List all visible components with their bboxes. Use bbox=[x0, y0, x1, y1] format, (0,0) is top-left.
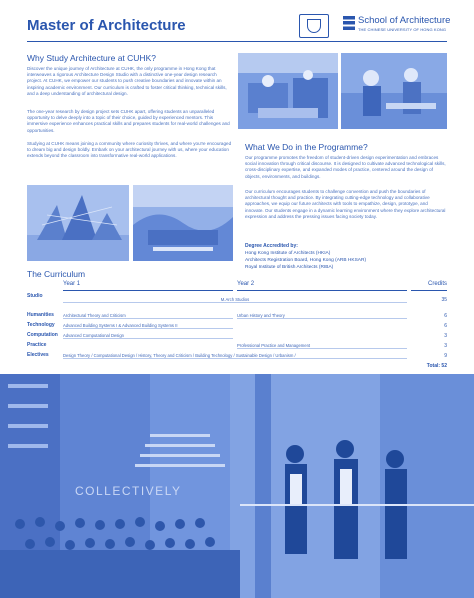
why-heading: Why Study Architecture at CUHK? bbox=[27, 53, 156, 63]
what-heading: What We Do in the Programme? bbox=[245, 142, 368, 152]
accreditation-item: Architects Registration Board, Hong Kong (ARB HKSAR) bbox=[245, 258, 367, 263]
banner-collectively: COLLECTIVELY bbox=[75, 484, 182, 498]
row-year1: Design Theory / Computational Design / History, Theory and Criticism / Building Technology / Sustainable Design / Urbanism / bbox=[63, 352, 407, 359]
row-credits: 6 bbox=[444, 323, 447, 329]
row-label: Humanities bbox=[27, 312, 54, 318]
photo-exhibition bbox=[133, 185, 233, 261]
row-credits: 9 bbox=[444, 353, 447, 359]
credits-rule bbox=[411, 290, 447, 291]
row-label: Electives bbox=[27, 352, 49, 358]
school-logo-icon bbox=[343, 16, 355, 30]
row-year2: Professional Practice and Management bbox=[237, 342, 407, 349]
what-paragraph-1: Our programme promotes the freedom of student-driven design experimentation and embraces social innovation through critical discourse. It is designed to cultivate advanced technological skills, cross-disciplinary expertise, and expanded modes of practice, centered around the design of objects, environments, and buildings. bbox=[245, 155, 446, 179]
page-header bbox=[0, 0, 474, 50]
row-year1: Advanced Computational Design bbox=[63, 332, 233, 339]
row-year1: Advanced Building Systems I & Advanced Building Systems II bbox=[63, 322, 233, 329]
photo-studio-model bbox=[238, 53, 338, 129]
university-crest-icon bbox=[299, 14, 329, 38]
year2-rule bbox=[237, 290, 407, 291]
page-title: Master of Architecture bbox=[27, 17, 186, 34]
photo-students-collectively bbox=[0, 374, 474, 598]
accreditation-label: Degree Accredited by: bbox=[245, 243, 298, 249]
accreditation-item: Hong Kong Institute of Architects (HKIA) bbox=[245, 251, 331, 256]
header-rule bbox=[27, 41, 447, 42]
row-label: Studio bbox=[27, 293, 43, 299]
credits-header: Credits bbox=[427, 281, 447, 287]
row-credits: 6 bbox=[444, 313, 447, 319]
why-paragraph-2: The one-year research by design project sets CUHK apart, offering students an unparalleled opportunity to delve deeply into a topic of their choice, guided by experienced mentors. This immersive experience enhances practical skills and prepares students for real-world challenges and opportunities. bbox=[27, 109, 230, 133]
row-year2: Urban History and Theory bbox=[237, 312, 407, 319]
year2-header: Year 2 bbox=[237, 281, 255, 287]
row-credits: 35 bbox=[441, 297, 447, 303]
curriculum-heading: The Curriculum bbox=[27, 269, 86, 279]
row-year1: M.Arch Studios bbox=[63, 296, 407, 303]
accreditation-item: Royal Institute of British Architects (RIBA) bbox=[245, 265, 334, 270]
school-subtitle: THE CHINESE UNIVERSITY OF HONG KONG bbox=[358, 27, 447, 32]
why-paragraph-3: Studying at CUHK means joining a community where curiosity thrives, and where you're encouraged to dream big and design boldly. Embark on your architectural journey with us, where your education extends beyond the classroom into transformative real-world applications. bbox=[27, 141, 232, 159]
photo-architectural-model bbox=[27, 185, 129, 261]
row-label: Technology bbox=[27, 322, 55, 328]
row-credits: 3 bbox=[444, 333, 447, 339]
school-name: School of Architecture bbox=[358, 15, 451, 26]
row-label: Computation bbox=[27, 332, 58, 338]
photo-workshop bbox=[341, 53, 447, 129]
row-credits: 3 bbox=[444, 343, 447, 349]
row-year1: Architectural Theory and Criticism bbox=[63, 312, 233, 319]
row-label: Practice bbox=[27, 342, 47, 348]
credits-total: Total: 52 bbox=[426, 363, 447, 369]
year1-rule bbox=[63, 290, 233, 291]
year1-header: Year 1 bbox=[63, 281, 81, 287]
why-paragraph-1: Discover the unique journey of Architecture at CUHK, the only programme in Hong Kong that interweaves a rigorous Architecture Design Studio with a distinctive one-year design research project. At CUHK, we empower our students to push creative boundaries and innovate within an inspiring academic environment. Our curriculum is crafted to foster critical thinking, technical skills, and a deep understanding of architectural design. bbox=[27, 66, 227, 96]
what-paragraph-2: Our curriculum encourages students to challenge convention and push the boundaries of architectural thought and practice. By integrating cutting-edge technology and collaborative approaches, we equip our future architects with tools to empathize, design, prototype, and innovate. Our students engage in a dynamic learning environment where they explore architectural expression and address the pressing issues facing society today. bbox=[245, 189, 446, 219]
